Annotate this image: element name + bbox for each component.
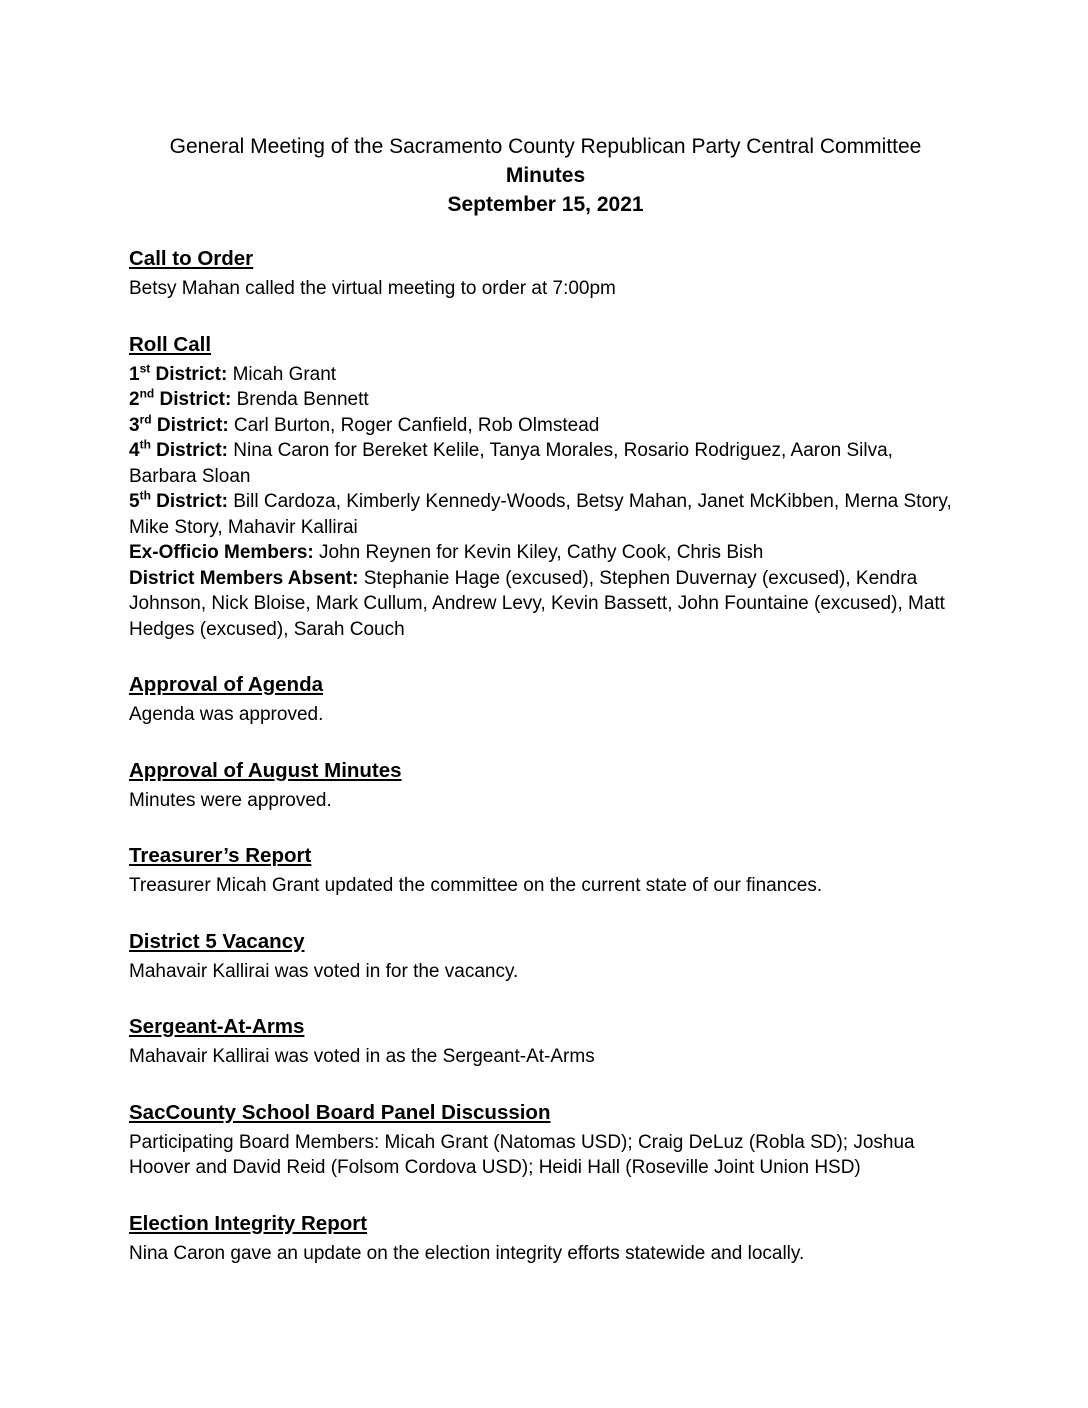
section-heading: SacCounty School Board Panel Discussion	[129, 1100, 551, 1124]
section-approval-of-august-minutes	[129, 758, 962, 814]
section-body: Agenda was approved.	[129, 704, 324, 725]
section-heading: Election Integrity Report	[129, 1211, 368, 1235]
roll-call-entry	[129, 387, 962, 413]
section-heading: Treasurer’s Report	[129, 844, 312, 867]
roll-call-entry	[129, 489, 962, 540]
roll-call-entry	[129, 362, 962, 388]
roll-call-label: 1st District:	[129, 361, 228, 385]
section-approval-of-agenda	[129, 672, 962, 728]
roll-call-label: 3rd District:	[129, 412, 229, 436]
section-body: Nina Caron gave an update on the election integrity efforts statewide and locally.	[129, 1242, 805, 1264]
title-line-1: General Meeting of the Sacramento County Republican Party Central Committee	[169, 135, 922, 158]
section-heading: Roll Call	[129, 332, 212, 356]
roll-call-entry	[129, 540, 962, 566]
document-title	[129, 132, 962, 219]
section-body: Treasurer Micah Grant updated the committee on the current state of our finances.	[129, 875, 823, 896]
ordinal-superscript: rd	[139, 412, 152, 427]
section-call-to-order	[129, 246, 962, 302]
roll-call-label: District Members Absent:	[129, 567, 359, 589]
roll-call-label: 4th District:	[129, 437, 228, 461]
section-heading: District 5 Vacancy	[129, 929, 305, 953]
roll-call-names: John Reynen for Kevin Kiley, Cathy Cook, Chris Bish	[313, 542, 764, 563]
roll-call-names: Brenda Bennett	[231, 389, 369, 410]
section-body: Mahavair Kallirai was voted in as the Sergeant-At-Arms	[129, 1046, 595, 1067]
roll-call-entry	[129, 438, 962, 489]
title-line-2: Minutes	[505, 164, 586, 187]
ordinal-superscript: st	[139, 361, 151, 376]
roll-call-entry	[129, 413, 962, 439]
section-election-integrity-report	[129, 1211, 962, 1267]
section-heading: Sergeant-At-Arms	[129, 1015, 305, 1038]
title-line-3: September 15, 2021	[447, 193, 644, 216]
roll-call-label: 5th District:	[129, 488, 228, 512]
ordinal-superscript: th	[139, 488, 151, 503]
roll-call-names: Nina Caron for Bereket Kelile, Tanya Morales, Rosario Rodriguez, Aaron Silva, Barbara Sloan	[129, 440, 893, 487]
ordinal-superscript: th	[139, 437, 151, 452]
section-body: Participating Board Members: Micah Grant (Natomas USD); Craig DeLuz (Robla SD); Joshua Hoover and David Reid (Folsom Cordova USD); Heidi Hall (Roseville Joint Union HSD)	[129, 1131, 915, 1178]
roll-call-names: Carl Burton, Roger Canfield, Rob Olmstead	[228, 414, 600, 436]
ordinal-superscript: nd	[139, 386, 155, 401]
section-district-5-vacancy	[129, 929, 962, 985]
roll-call-label: Ex-Officio Members:	[129, 542, 314, 563]
roll-call-label: 2nd District:	[129, 386, 232, 410]
section-treasurers-report	[129, 843, 962, 899]
roll-call-names: Micah Grant	[227, 363, 337, 385]
roll-call-names: Bill Cardoza, Kimberly Kennedy-Woods, Betsy Mahan, Janet McKibben, Merna Story, Mike Story, Mahavir Kallirai	[129, 491, 952, 538]
section-body: Betsy Mahan called the virtual meeting to order at 7:00pm	[129, 278, 616, 299]
roll-call-names: Stephanie Hage (excused), Stephen Duvernay (excused), Kendra Johnson, Nick Bloise, Mark Cullum, Andrew Levy, Kevin Bassett, John Fountaine (excused), Matt Hedges (excused), Sarah Couch	[129, 567, 945, 640]
section-body: Minutes were approved.	[129, 789, 332, 811]
section-heading: Call to Order	[129, 247, 254, 270]
section-sergeant-at-arms	[129, 1014, 962, 1070]
roll-call-entry	[129, 566, 962, 643]
section-heading: Approval of August Minutes	[129, 758, 402, 782]
section-heading: Approval of Agenda	[129, 673, 323, 696]
section-roll-call	[129, 332, 962, 643]
section-school-board-panel	[129, 1100, 962, 1181]
section-body: Mahavair Kallirai was voted in for the vacancy.	[129, 960, 519, 982]
